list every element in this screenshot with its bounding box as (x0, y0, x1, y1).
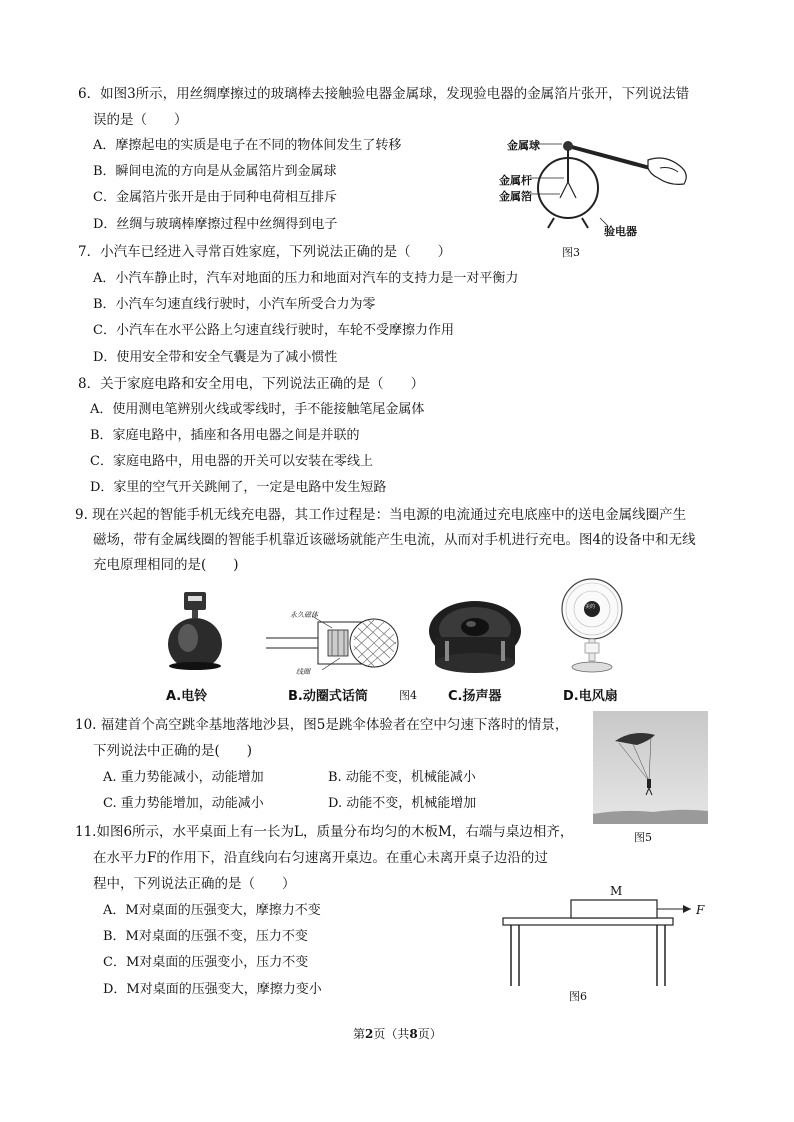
q10-option-c: C. 重力势能增加，动能减小 (103, 796, 264, 811)
page-footer (353, 1025, 442, 1042)
q7-option-d: D．使用安全带和安全气囊是为了减小惯性 (93, 350, 338, 365)
q6-stem-line1: 6．如图3所示，用丝绸摩擦过的玻璃棒去接触验电器金属球，发现验电器的金属箔片张开，下列说法错 (78, 86, 690, 102)
device-a-electric-bell: A.电铃 (166, 689, 208, 704)
electric-fan-image (557, 577, 627, 677)
device-d-electric-fan: D.电风扇 (563, 689, 618, 704)
q7-option-b: B．小汽车匀速直线行驶时，小汽车所受合力为零 (93, 297, 376, 312)
q11-stem-line2: 在水平力F的作用下，沿直线向右匀速离开桌边。在重心未离开桌子边沿的过 (93, 850, 548, 866)
q6-option-a: A．摩擦起电的实质是电子在不同的物体间发生了转移 (93, 138, 402, 153)
loudspeaker-image (425, 597, 525, 677)
parachutist-photo (593, 711, 708, 824)
footer-suffix: 页） (417, 1027, 442, 1041)
q11-stem-line3: 程中，下列说法正确的是（ ） (93, 876, 296, 892)
footer-page-number: 2 (365, 1027, 374, 1041)
q9-stem-line3: 充电原理相同的是( ) (93, 557, 239, 573)
fan-brand-logo: 美的 (585, 604, 596, 610)
table-and-board-diagram (495, 898, 725, 988)
q6-option-d: D．丝绸与玻璃棒摩擦过程中丝绸得到电子 (93, 217, 338, 232)
q6-label-metal-rod: 金属杆 (499, 174, 532, 187)
q8-option-d: D．家里的空气开关跳闸了，一定是电路中发生短路 (90, 480, 387, 495)
q6-option-b: B．瞬间电流的方向是从金属箔片到金属球 (93, 164, 337, 179)
q6-label-electroscope: 验电器 (604, 225, 637, 238)
q8-stem: 8．关于家庭电路和安全用电，下列说法正确的是（ ） (78, 376, 425, 392)
device-b-dynamic-microphone: B.动圈式话筒 (288, 689, 368, 704)
q6-option-c: C．金属箔片张开是由于同种电荷相互排斥 (93, 190, 337, 205)
q7-option-c: C．小汽车在水平公路上匀速直线行驶时，车轮不受摩擦力作用 (93, 323, 454, 338)
q10-option-b: B. 动能不变，机械能减小 (328, 770, 476, 785)
q8-option-c: C．家庭电路中，用电器的开关可以安装在零线上 (90, 454, 373, 469)
footer-total-pages: 8 (409, 1027, 418, 1041)
figure-5-caption: 图5 (634, 831, 652, 844)
q7-option-a: A．小汽车静止时，汽车对地面的压力和地面对汽车的支持力是一对平衡力 (93, 271, 519, 286)
q11-label-board-m: M (610, 884, 623, 898)
q10-stem-line2: 下列说法中正确的是( ) (93, 743, 253, 759)
q11-stem-line1: 11.如图6所示，水平桌面上有一长为L，质量分布均匀的木板M，右端与桌边相齐， (75, 824, 574, 840)
q7-stem: 7．小汽车已经进入寻常百姓家庭，下列说法正确的是（ ） (78, 244, 452, 260)
q6-stem-line2: 误的是（ ） (93, 112, 188, 128)
figure-6-caption: 图6 (569, 990, 587, 1003)
q11-option-a: A．M对桌面的压强变大，摩擦力不变 (103, 903, 321, 918)
q8-option-a: A．使用测电笔辨别火线或零线时，手不能接触笔尾金属体 (90, 402, 425, 417)
q11-option-c: C．M对桌面的压强变小，压力不变 (103, 955, 309, 970)
mic-label-coil: 线圈 (296, 668, 310, 676)
q8-option-b: B．家庭电路中，插座和各用电器之间是并联的 (90, 428, 360, 443)
q6-label-metal-foil: 金属箔 (499, 190, 532, 203)
electric-bell-image (160, 588, 230, 678)
dynamic-microphone-diagram (262, 608, 402, 678)
q10-option-a: A. 重力势能减小，动能增加 (103, 770, 264, 785)
q9-stem-line2: 磁场，带有金属线圈的智能手机靠近该磁场就能产生电流，从而对手机进行充电。图4的设备中和无线 (93, 532, 696, 548)
q9-stem-line1: 9. 现在兴起的智能手机无线充电器，其工作过程是：当电源的电流通过充电底座中的送电金属线圈产生 (75, 507, 687, 523)
footer-prefix: 第 (353, 1027, 366, 1041)
figure-4-caption: 图4 (399, 689, 417, 702)
q6-label-metal-ball: 金属球 (507, 139, 540, 152)
q11-option-d: D．M对桌面的压强变大，摩擦力变小 (103, 982, 322, 997)
q11-option-b: B．M对桌面的压强不变，压力不变 (103, 929, 308, 944)
q10-stem-line1: 10. 福建首个高空跳伞基地落地沙县，图5是跳伞体验者在空中匀速下落时的情景， (75, 717, 569, 733)
q11-label-force-f: F (696, 903, 705, 917)
mic-label-permanent-magnet: 永久磁体 (290, 611, 318, 619)
q10-option-d: D. 动能不变，机械能增加 (328, 796, 477, 811)
footer-middle: 页（共 (373, 1027, 410, 1041)
figure-3-caption: 图3 (562, 246, 580, 259)
device-c-loudspeaker: C.扬声器 (448, 689, 502, 704)
